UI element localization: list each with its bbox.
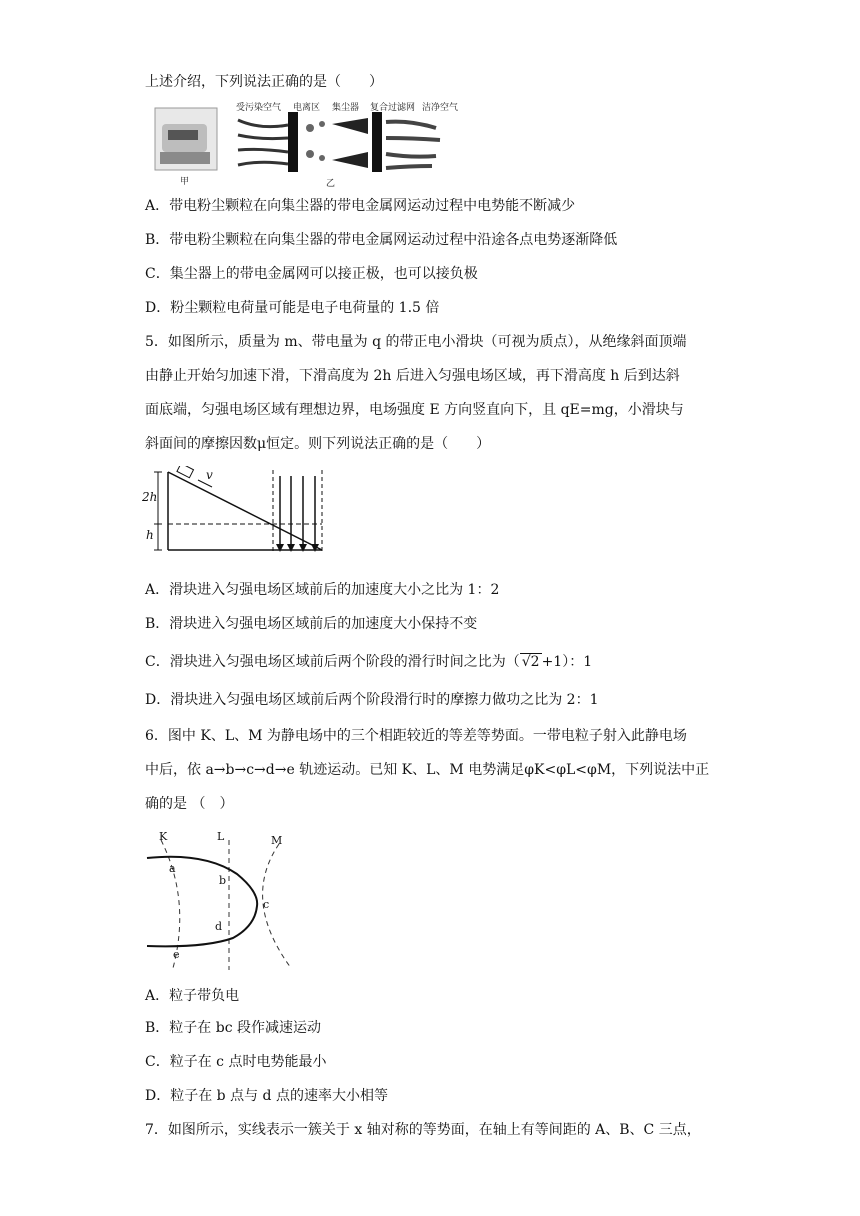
velocity-label: v (206, 468, 213, 482)
q5-option-b: B．滑块进入匀强电场区域前后的加速度大小保持不变 (145, 616, 478, 632)
q4-option-b: B．带电粉尘颗粒在向集尘器的带电金属网运动过程中沿途各点电势逐渐降低 (145, 232, 618, 248)
q6-option-d: D．粒子在 b 点与 d 点的速率大小相等 (145, 1088, 388, 1104)
q4-option-c: C．集尘器上的带电金属网可以接正极，也可以接负极 (145, 266, 478, 282)
point-e: e (173, 948, 180, 961)
q5-stem-line-4: 斜面间的摩擦因数μ恒定。则下列说法正确的是（ ） (145, 436, 491, 452)
q5-option-d: D．滑块进入匀强电场区域前后两个阶段滑行时的摩擦力做功之比为 2：1 (145, 692, 599, 708)
point-d: d (215, 920, 223, 933)
sqrt-radicand: 2 (530, 654, 540, 670)
q6-stem-line-1: 6．图中 K、L、M 为静电场中的三个相距较近的等差等势面。一带电粒子射入此静电场 (145, 728, 687, 744)
point-a: a (169, 862, 176, 875)
fig-label-filter: 复合过滤网 (370, 103, 416, 113)
sqrt-two: √2 (521, 654, 540, 670)
q4-option-d: D．粉尘颗粒电荷量可能是电子电荷量的 1.5 倍 (145, 300, 440, 316)
h-label: h (146, 528, 154, 542)
q5-option-a: A．滑块进入匀强电场区域前后的加速度大小之比为 1：2 (145, 582, 500, 598)
q5-option-c-suffix: +1）：1 (541, 654, 593, 670)
q6-option-b: B．粒子在 bc 段作减速运动 (145, 1020, 321, 1036)
q4-option-a: A．带电粉尘颗粒在向集尘器的带电金属网运动过程中电势能不断减少 (145, 198, 576, 214)
label-M: M (271, 834, 283, 847)
q6-option-c: C．粒子在 c 点时电势能最小 (145, 1054, 327, 1070)
q4-intro: 上述介绍，下列说法正确的是（ ） (145, 74, 383, 90)
q5-option-c-prefix: C．滑块进入匀强电场区域前后两个阶段的滑行时间之比为（ (145, 654, 520, 670)
fig-label-polluted-air: 受污染空气 (236, 103, 282, 113)
q6-stem-line-3: 确的是 （ ） (145, 796, 234, 812)
q5-option-c (145, 652, 592, 672)
point-c: c (263, 898, 270, 911)
trajectory-diagram (145, 830, 305, 975)
point-b: b (219, 874, 227, 887)
equipotential-figure (145, 830, 305, 975)
q6-option-a: A．粒子带负电 (145, 988, 240, 1004)
air-purifier-figure (150, 100, 480, 190)
fig-label-collector: 集尘器 (332, 103, 360, 113)
fig-label-clean-air: 洁净空气 (422, 103, 459, 113)
incline-figure (140, 466, 340, 556)
label-L: L (217, 830, 225, 843)
air-purifier-diagram (150, 100, 480, 190)
q6-stem-line-2: 中后，依 a→b→c→d→e 轨迹运动。已知 K、L、M 电势满足φK<φL<φM，下列说法中正 (145, 762, 710, 778)
fig-caption-left: 甲 (180, 177, 190, 187)
fig-label-ionization: 电离区 (293, 103, 321, 113)
fig-caption-right: 乙 (326, 179, 336, 189)
q7-stem-line-1: 7．如图所示，实线表示一簇关于 x 轴对称的等势面，在轴上有等间距的 A、B、C 三点， (145, 1122, 701, 1138)
two-h-label: 2h (142, 490, 158, 504)
incline-diagram (140, 466, 340, 556)
q5-stem-line-2: 由静止开始匀加速下滑，下滑高度为 2h 后进入匀强电场区域，再下滑高度 h 后到达斜 (145, 368, 680, 384)
q5-stem-line-1: 5．如图所示，质量为 m、带电量为 q 的带正电小滑块（可视为质点），从绝缘斜面顶端 (145, 334, 687, 350)
q5-stem-line-3: 面底端，匀强电场区域有理想边界，电场强度 E 方向竖直向下，且 qE=mg，小滑块与 (145, 402, 684, 418)
label-K: K (159, 830, 168, 843)
